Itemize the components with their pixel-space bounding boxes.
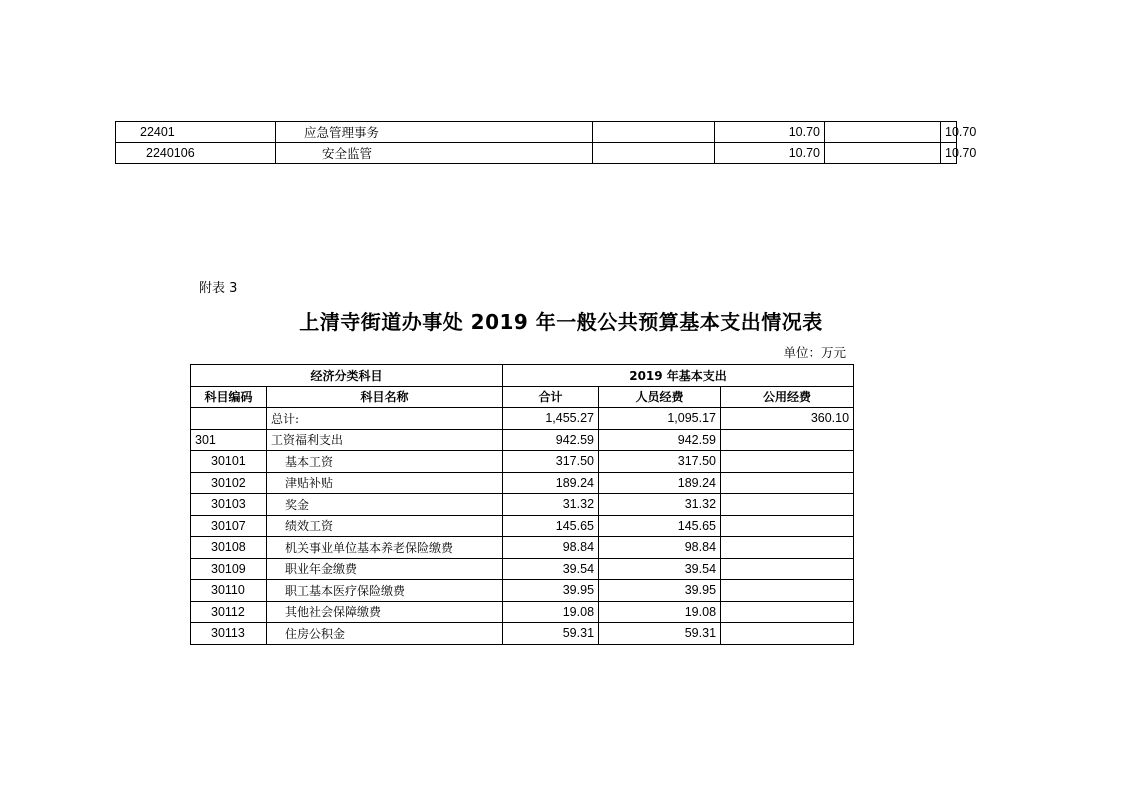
row-public [721,580,854,602]
row-code: 30113 [191,623,267,645]
row-name: 职业年金缴费 [267,558,503,580]
row-total: 942.59 [503,429,599,451]
unit-label: 单位：万元 [783,345,846,360]
row-name: 机关事业单位基本养老保险缴费 [267,537,503,559]
row-personnel: 59.31 [599,623,721,645]
header-public: 公用经费 [721,386,854,408]
table-row [191,451,854,473]
row-code: 30101 [191,451,267,473]
row-personnel: 19.08 [599,601,721,623]
row-cell [825,143,941,164]
group-header-budget: 2019 年基本支出 [503,365,854,387]
total-code [191,408,267,430]
row-total: 19.08 [503,601,599,623]
total-row [191,408,854,430]
row-public [721,537,854,559]
table-row [191,429,854,451]
row-amount: 10.70 [941,143,957,164]
row-code: 30103 [191,494,267,516]
table-row [116,143,957,164]
table-row [191,580,854,602]
row-name: 职工基本医疗保险缴费 [267,580,503,602]
header-code: 科目编码 [191,386,267,408]
row-code: 2240106 [116,143,276,164]
row-code: 30110 [191,580,267,602]
row-personnel: 145.65 [599,515,721,537]
row-total: 189.24 [503,472,599,494]
row-code: 30109 [191,558,267,580]
table-row [191,537,854,559]
table-row [191,515,854,537]
header-name: 科目名称 [267,386,503,408]
row-personnel: 39.95 [599,580,721,602]
row-personnel: 942.59 [599,429,721,451]
row-name: 应急管理事务 [276,122,593,143]
row-cell [825,122,941,143]
table-row [191,623,854,645]
table-row [116,122,957,143]
continuation-table [115,121,977,164]
table-row [191,494,854,516]
row-public [721,472,854,494]
row-personnel: 189.24 [599,472,721,494]
row-public [721,429,854,451]
row-amount: 10.70 [715,122,825,143]
row-total: 317.50 [503,451,599,473]
row-total: 145.65 [503,515,599,537]
row-code: 301 [191,429,267,451]
row-name: 住房公积金 [267,623,503,645]
budget-table [190,364,854,645]
row-name: 津贴补贴 [267,472,503,494]
row-code: 30102 [191,472,267,494]
row-public [721,601,854,623]
total-label: 总计: [267,408,503,430]
row-total: 39.95 [503,580,599,602]
row-personnel: 98.84 [599,537,721,559]
header-total: 合计 [503,386,599,408]
row-cell [593,122,715,143]
row-amount: 10.70 [941,122,957,143]
row-public [721,451,854,473]
row-name: 工资福利支出 [267,429,503,451]
appendix-label: 附表 3 [199,281,238,296]
group-header-row [191,365,854,387]
row-code: 30112 [191,601,267,623]
total-public: 360.10 [721,408,854,430]
row-cell [593,143,715,164]
group-header-economic: 经济分类科目 [191,365,503,387]
row-total: 31.32 [503,494,599,516]
row-name: 其他社会保障缴费 [267,601,503,623]
page-title: 上清寺街道办事处 2019 年一般公共预算基本支出情况表 [299,310,823,334]
row-code: 22401 [116,122,276,143]
row-amount: 10.70 [715,143,825,164]
row-personnel: 39.54 [599,558,721,580]
row-public [721,623,854,645]
table-row [191,601,854,623]
total-personnel: 1,095.17 [599,408,721,430]
column-header-row [191,386,854,408]
row-total: 98.84 [503,537,599,559]
table-row [191,472,854,494]
row-public [721,558,854,580]
row-total: 59.31 [503,623,599,645]
row-code: 30108 [191,537,267,559]
header-personnel: 人员经费 [599,386,721,408]
row-name: 绩效工资 [267,515,503,537]
row-public [721,494,854,516]
table-row [191,558,854,580]
total-amount: 1,455.27 [503,408,599,430]
row-personnel: 31.32 [599,494,721,516]
row-personnel: 317.50 [599,451,721,473]
row-name: 奖金 [267,494,503,516]
row-total: 39.54 [503,558,599,580]
row-public [721,515,854,537]
row-name: 安全监管 [276,143,593,164]
row-name: 基本工资 [267,451,503,473]
row-code: 30107 [191,515,267,537]
